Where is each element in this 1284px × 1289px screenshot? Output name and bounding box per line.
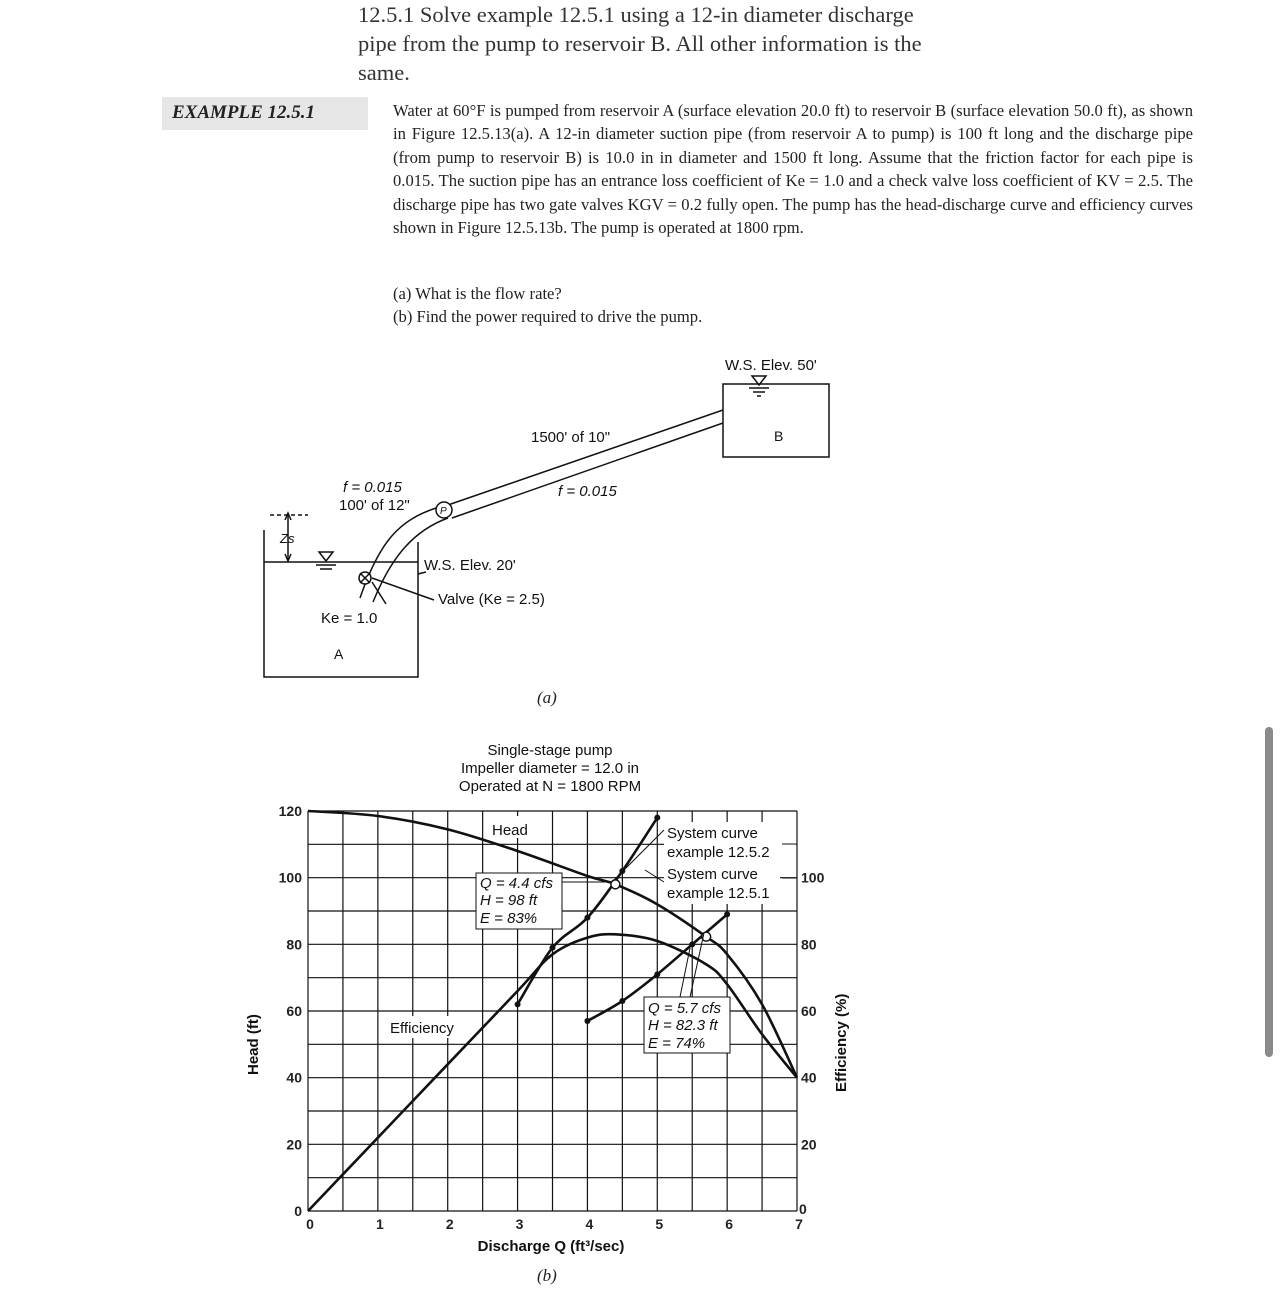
y-axis-label-efficiency: Efficiency (%) [833,993,850,1092]
y-tick-left: 80 [286,936,302,953]
reservoir-b-label: B [774,428,784,444]
system-12-5-2-point [654,815,660,821]
question-a: (a) What is the flow rate? [393,284,562,303]
problem-line-1: 12.5.1 Solve example 12.5.1 using a 12-in diameter discharge [358,2,914,27]
head-curve-label: Head [492,822,528,839]
y-tick-left: 100 [278,869,302,886]
pump-label: P [440,506,447,517]
chart-title-line-1: Single-stage pump [487,742,613,759]
discharge-friction-label: f = 0.015 [558,483,617,500]
question-b: (b) Find the power required to drive the pump. [393,307,703,327]
ws-elev-a: W.S. Elev. 20' [424,557,516,574]
y-tick-left: 20 [286,1136,302,1153]
system-curve-1-line-1: System curve [667,825,758,842]
y-axis-label-head: Head (ft) [245,1014,262,1075]
suction-pipe-label: 100' of 12" [339,497,410,514]
x-tick: 5 [655,1216,664,1232]
y-tick-right: 80 [801,936,817,953]
system-12-5-2-point [584,915,590,921]
problem-line-2: pipe from the pump to reservoir B. All other information is the [358,31,922,56]
y-tick-right: 40 [801,1069,817,1086]
x-tick: 3 [515,1216,524,1232]
y-tick-right: 20 [801,1136,817,1153]
op-point-1-q: Q = 4.4 cfs [480,875,553,892]
system-12-5-1-point [619,998,625,1004]
example-label: EXAMPLE 12.5.1 [172,102,316,123]
suction-friction-label: f = 0.015 [343,479,402,496]
y-tick-right: 100 [801,869,825,886]
example-body: Water at 60°F is pumped from reservoir A (surface elevation 20.0 ft) to reservoir B (surface elevation 50.0 ft), as shown in Figure 12.5.13(a). A 12-in diameter suction pipe (from reservoir A to pump) is 100 ft long and the discharge pipe (from pump to reservoir B) is 10.0 in in diameter and 1500 ft long. Assume that the friction factor for each pipe is 0.015. The suction pipe has an entrance loss coefficient of Ke = 1.0 and a check valve loss coefficient of KV = 2.5. The discharge pipe has two gate valves KGV = 0.2 fully open. The pump has the head-discharge curve and efficiency curves shown in Figure 12.5.13b. The pump is operated at 1800 rpm. [393,101,1193,238]
figure-a-caption: (a) [537,688,557,707]
x-tick: 0 [306,1216,314,1232]
reservoir-a-label: A [334,646,344,662]
y-tick-left: 0 [294,1203,302,1219]
system-12-5-2-point [550,945,556,951]
y-tick-left: 40 [286,1069,302,1086]
system-curve-1-line-2: example 12.5.2 [667,844,770,861]
y-tick-left: 60 [286,1003,302,1019]
x-tick: 6 [725,1216,734,1232]
op-point-2-q: Q = 5.7 cfs [648,1000,721,1017]
ke-label: Ke = 1.0 [321,610,378,627]
y-tick-right: 60 [801,1003,817,1019]
sys1-leader [612,830,664,882]
figure-b-caption: (b) [537,1266,557,1285]
system-curve-2-line-1: System curve [667,866,758,883]
system-curve-2-line-2: example 12.5.1 [667,885,770,902]
x-tick: 1 [375,1216,384,1232]
problem-line-3: same. [358,60,410,85]
op-point-2-h: H = 82.3 ft [648,1017,718,1034]
zs-label: Zs [280,531,295,546]
x-tick: 4 [585,1216,594,1232]
x-axis-label: Discharge Q (ft³/sec) [477,1238,625,1255]
op-point-1-h: H = 98 ft [480,892,538,909]
efficiency-curve-label: Efficiency [390,1020,454,1037]
chart-title-line-3: Operated at N = 1800 RPM [458,778,642,795]
discharge-pipe-label: 1500' of 10" [531,429,611,446]
ws-elev-b: W.S. Elev. 50' [725,357,817,374]
page-scrollbar[interactable] [1265,727,1273,1057]
system-12-5-1-point [689,941,695,947]
system-12-5-2-point [515,1001,521,1007]
valve-label: Valve (Ke = 2.5) [438,591,545,608]
op-point-1-e: E = 83% [480,910,538,927]
x-tick: 7 [795,1216,803,1232]
chart-title-line-2: Impeller diameter = 12.0 in [460,760,640,777]
system-12-5-1-point [724,911,730,917]
x-tick: 2 [445,1216,454,1232]
system-12-5-1-point [654,971,660,977]
op-point-2-e: E = 74% [648,1035,706,1052]
y-tick-right: 0 [799,1201,807,1217]
system-12-5-1-point [584,1018,590,1024]
y-tick-left: 120 [278,803,302,819]
